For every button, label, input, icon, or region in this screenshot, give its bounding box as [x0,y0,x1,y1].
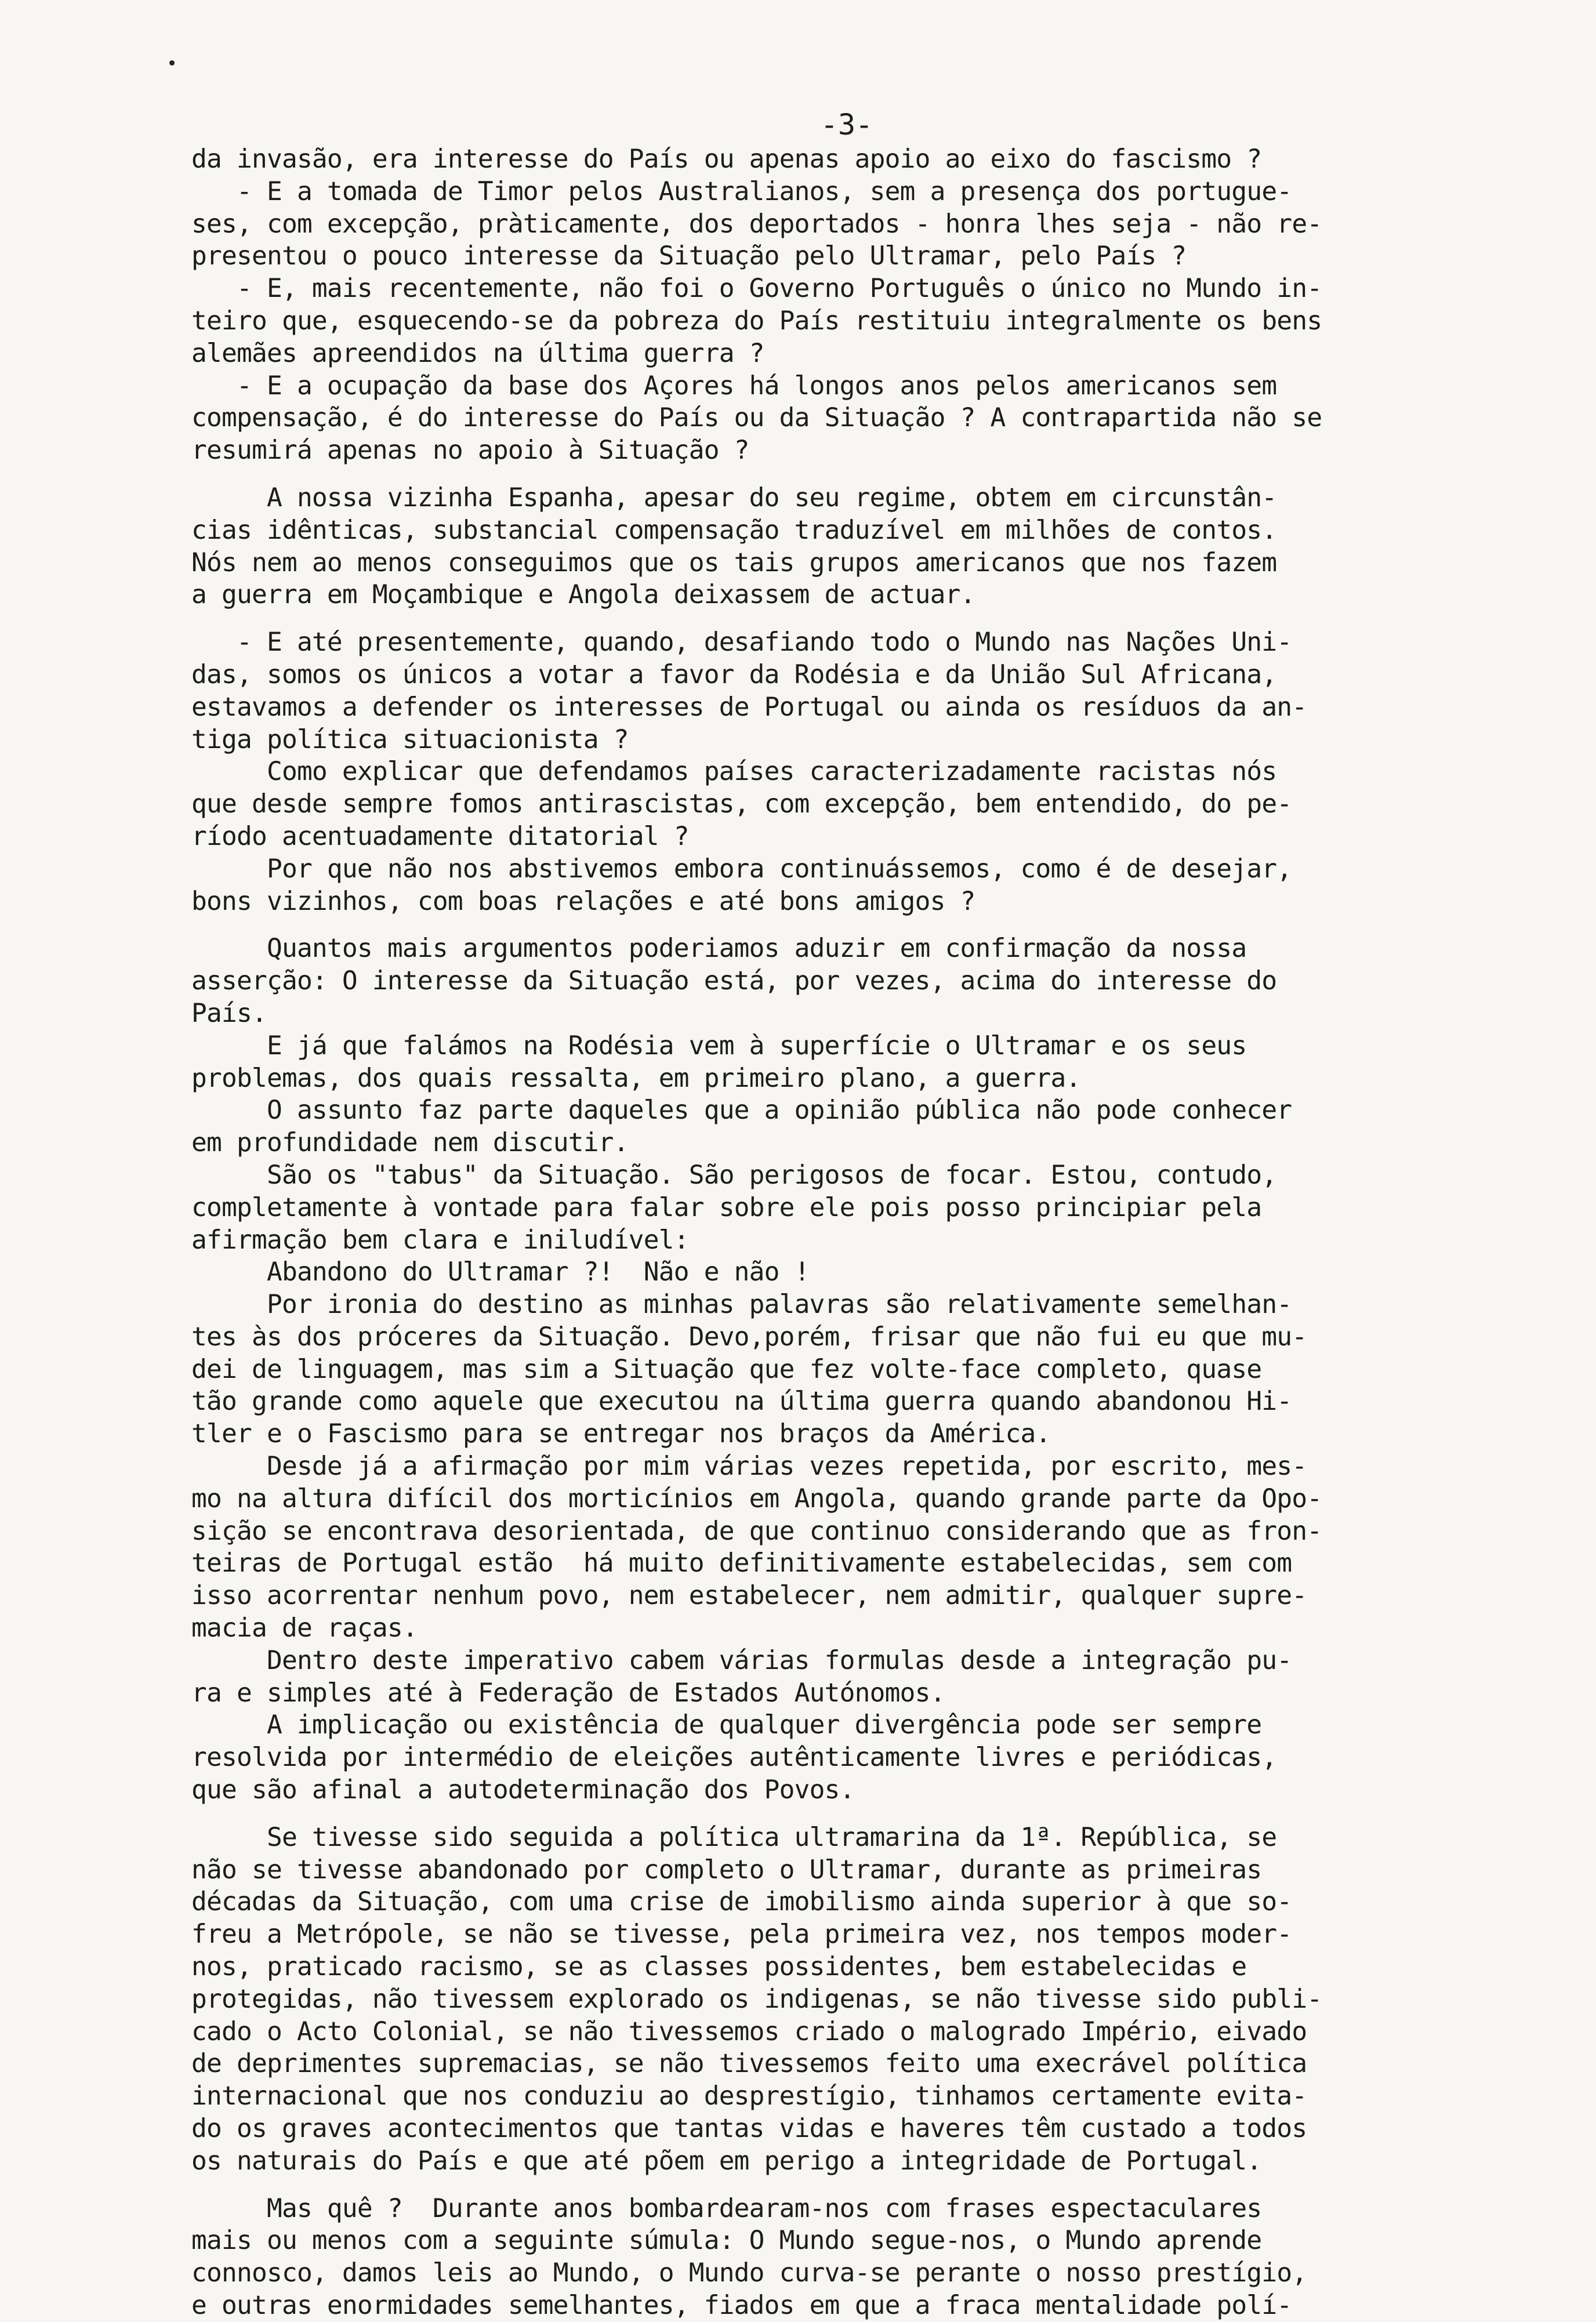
page-number: -3- [820,108,873,142]
document-body [191,143,1502,2322]
text-line: alemães apreendidos na última guerra ? [191,338,764,368]
text-line: isso acorrentar nenhum povo, nem estabelecer, nem admitir, qualquer supre- [191,1581,1307,1611]
text-line: que desde sempre fomos antirascistas, com excepção, bem entendido, do pe- [191,789,1292,819]
text-line: décadas da Situação, com uma crise de imobilismo ainda superior à que so- [191,1887,1292,1917]
text-line: e outras enormidades semelhantes, fiados em que a fraca mentalidade polí- [191,2291,1292,2320]
text-line: País. [191,998,267,1028]
text-line: não se tivesse abandonado por completo o Ultramar, durante as primeiras [191,1855,1262,1885]
text-line: teiras de Portugal estão há muito definitivamente estabelecidas, sem com [191,1548,1292,1579]
text-line: mais ou menos com a seguinte súmula: O Mundo segue-nos, o Mundo aprende [191,2226,1262,2256]
text-line: internacional que nos conduziu ao desprestígio, tinhamos certamente evita- [191,2081,1307,2111]
text-line: bons vizinhos, com boas relações e até bons amigos ? [191,886,975,916]
text-line: - E, mais recentemente, não foi o Governo Português o único no Mundo in- [191,274,1322,304]
text-line: sição se encontrava desorientada, de que continuo considerando que as fron- [191,1516,1322,1546]
paragraph [191,626,1502,917]
text-line: da invasão, era interesse do País ou apenas apoio ao eixo do fascismo ? [191,144,1262,174]
text-line: A nossa vizinha Espanha, apesar do seu regime, obtem em circunstân- [191,482,1277,513]
paragraph [191,482,1502,611]
text-line: Se tivesse sido seguida a política ultramarina da 1ª. República, se [191,1822,1277,1852]
text-line: O assunto faz parte daqueles que a opinião pública não pode conhecer [191,1095,1292,1126]
paragraph [191,933,1502,1806]
text-line: problemas, dos quais ressalta, em primeiro plano, a guerra. [191,1063,1081,1093]
text-line: tler e o Fascismo para se entregar nos braços da América. [191,1419,1051,1449]
text-line: - E até presentemente, quando, desafiando todo o Mundo nas Nações Uni- [191,627,1292,658]
text-line: que são afinal a autodeterminação dos Povos. [191,1775,855,1805]
text-line: Mas quê ? Durante anos bombardearam-nos com frases espectaculares [191,2193,1262,2223]
text-line: estavamos a defender os interesses de Portugal ou ainda os resíduos da an- [191,692,1307,722]
text-line: macia de raças. [191,1613,418,1643]
text-line: Desde já a afirmação por mim várias vezes repetida, por escrito, mes- [191,1452,1307,1482]
text-line: - E a ocupação da base dos Açores há longos anos pelos americanos sem [191,371,1277,401]
text-line: resolvida por intermédio de eleições autênticamente livres e periódicas, [191,1743,1277,1773]
text-line: completamente à vontade para falar sobre ele pois posso principiar pela [191,1192,1262,1222]
text-line: ses, com excepção, pràticamente, dos deportados - honra lhes seja - não re- [191,209,1322,239]
text-line: Como explicar que defendamos países caracterizadamente racistas nós [191,757,1277,787]
text-line: das, somos os únicos a votar a favor da Rodésia e da União Sul Africana, [191,659,1277,690]
text-line: resumirá apenas no apoio à Situação ? [191,436,749,466]
text-line: de deprimentes supremacias, se não tivessemos feito uma execrável política [191,2049,1307,2079]
text-line: freu a Metrópole, se não se tivesse, pela primeira vez, nos tempos moder- [191,1920,1292,1950]
text-line: - E a tomada de Timor pelos Australianos, sem a presença dos portugue- [191,176,1292,206]
text-line: em profundidade nem discutir. [191,1128,629,1158]
paragraph [191,143,1502,467]
text-line: cado o Acto Colonial, se não tivessemos criado o malogrado Império, eivado [191,2016,1307,2047]
text-line: Por ironia do destino as minhas palavras são relativamente semelhan- [191,1290,1292,1320]
text-line: ríodo acentuadamente ditatorial ? [191,821,689,851]
text-line: dei de linguagem, mas sim a Situação que fez volte-face completo, quase [191,1354,1262,1384]
text-line: E já que falámos na Rodésia vem à superfície o Ultramar e os seus [191,1031,1247,1061]
text-line: asserção: O interesse da Situação está, por vezes, acima do interesse do [191,966,1277,996]
text-line: Dentro deste imperativo cabem várias formulas desde a integração pu- [191,1645,1292,1675]
text-line: teiro que, esquecendo-se da pobreza do País restituiu integralmente os bens [191,306,1322,336]
text-line: cias idênticas, substancial compensação traduzível em milhões de contos. [191,515,1277,545]
text-line: Por que não nos abstivemos embora continuássemos, como é de desejar, [191,854,1292,884]
text-line: compensação, é do interesse do País ou da Situação ? A contrapartida não se [191,403,1322,433]
text-line: ra e simples até à Federação de Estados Autónomos. [191,1678,945,1708]
text-line: afirmação bem clara e iniludível: [191,1225,689,1255]
text-line: os naturais do País e que até põem em perigo a integridade de Portugal. [191,2146,1262,2176]
text-line: nos, praticado racismo, se as classes possidentes, bem estabelecidas e [191,1952,1247,1982]
paragraph [191,1822,1502,2178]
text-line: protegidas, não tivessem explorado os indigenas, se não tivesse sido publi- [191,1984,1322,2014]
text-line: Abandono do Ultramar ?! Não e não ! [191,1257,810,1287]
text-line: presentou o pouco interesse da Situação pelo Ultramar, pelo País ? [191,241,1187,271]
text-line: tiga política situacionista ? [191,724,629,754]
text-line: Nós nem ao menos conseguimos que os tais grupos americanos que nos fazem [191,547,1277,578]
paper-speck [169,60,175,66]
text-line: do os graves acontecimentos que tantas vidas e haveres têm custado a todos [191,2114,1307,2144]
document-page [191,107,1502,2322]
text-line: São os "tabus" da Situação. São perigosos de focar. Estou, contudo, [191,1160,1277,1190]
text-line: Quantos mais argumentos poderiamos aduzir em confirmação da nossa [191,934,1247,964]
text-line: mo na altura difícil dos morticínios em Angola, quando grande parte da Opo- [191,1483,1322,1514]
text-line: connosco, damos leis ao Mundo, o Mundo curva-se perante o nosso prestígio, [191,2258,1307,2288]
paragraph [191,2193,1502,2322]
text-line: A implicação ou existência de qualquer divergência pode ser sempre [191,1710,1262,1740]
text-line: a guerra em Moçambique e Angola deixassem de actuar. [191,580,975,610]
text-line: tão grande como aquele que executou na última guerra quando abandonou Hi- [191,1387,1292,1417]
text-line: tes às dos próceres da Situação. Devo,porém, frisar que não fui eu que mu- [191,1322,1307,1352]
